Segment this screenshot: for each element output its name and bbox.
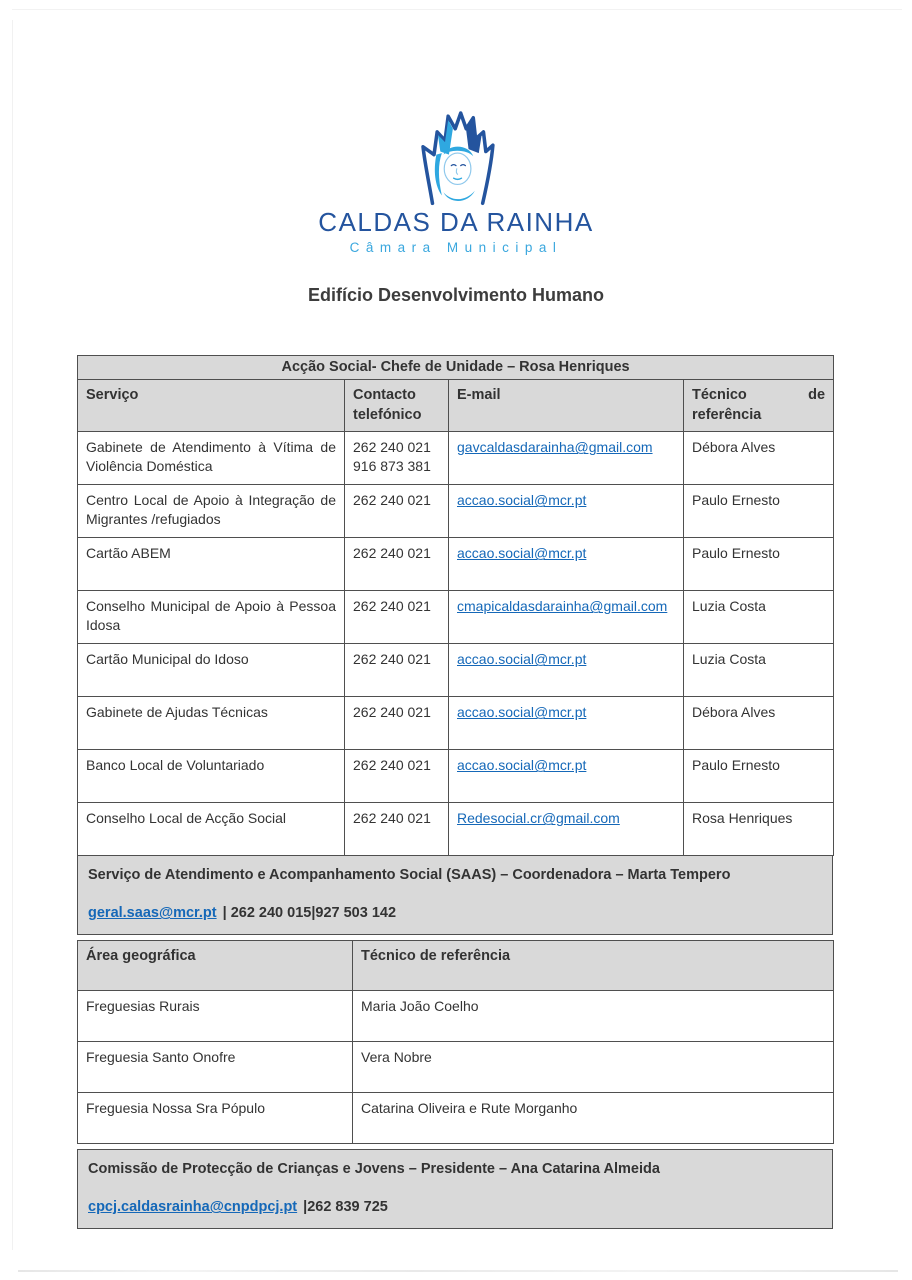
cpcj-phones: |262 839 725 bbox=[303, 1199, 388, 1216]
col-header-servico: Serviço bbox=[78, 380, 345, 432]
tecnico-cell: Débora Alves bbox=[684, 432, 834, 485]
email-link[interactable]: accao.social@mcr.pt bbox=[457, 704, 587, 721]
table-caption-row bbox=[78, 356, 834, 380]
geo-table bbox=[77, 940, 834, 1144]
tecnico-cell: Rosa Henriques bbox=[684, 803, 834, 856]
table-row bbox=[78, 485, 834, 538]
table-row bbox=[78, 1042, 834, 1093]
servico-cell: Banco Local de Voluntariado bbox=[78, 750, 345, 803]
contacto-cell: 262 240 021 bbox=[345, 803, 449, 856]
saas-section bbox=[77, 855, 833, 935]
email-cell bbox=[449, 697, 684, 750]
servico-cell: Cartão ABEM bbox=[78, 538, 345, 591]
logo-subtitle: Câmara Municipal bbox=[349, 240, 563, 256]
contacto-cell: 262 240 021 bbox=[345, 538, 449, 591]
table-row bbox=[78, 432, 834, 485]
saas-phones: | 262 240 015|927 503 142 bbox=[222, 905, 397, 922]
contacto-cell: 262 240 021 bbox=[345, 591, 449, 644]
contacto-cell: 262 240 021 bbox=[345, 485, 449, 538]
email-link[interactable]: accao.social@mcr.pt bbox=[457, 545, 587, 562]
servico-cell: Conselho Local de Acção Social bbox=[78, 803, 345, 856]
email-cell bbox=[449, 485, 684, 538]
table-header-row bbox=[78, 380, 834, 432]
table-caption: Acção Social- Chefe de Unidade – Rosa Henriques bbox=[78, 356, 834, 380]
queen-crown-icon bbox=[406, 106, 506, 208]
email-link[interactable]: Redesocial.cr@gmail.com bbox=[457, 810, 620, 827]
municipality-logo bbox=[0, 106, 912, 255]
col-header-tecnico: Técnico de referência bbox=[684, 380, 834, 432]
scan-edge-top bbox=[12, 9, 902, 10]
contacto-cell: 262 240 021 bbox=[345, 644, 449, 697]
cpcj-title: Comissão de Protecção de Crianças e Jovens – Presidente – Ana Catarina Almeida bbox=[88, 1161, 660, 1178]
table-row bbox=[78, 644, 834, 697]
contacto-cell: 262 240 021 bbox=[345, 697, 449, 750]
saas-email-link[interactable]: geral.saas@mcr.pt bbox=[88, 905, 217, 922]
cpcj-email-link[interactable]: cpcj.caldasrainha@cnpdpcj.pt bbox=[88, 1199, 298, 1216]
tecnico-cell: Vera Nobre bbox=[353, 1042, 834, 1093]
area-cell: Freguesia Santo Onofre bbox=[78, 1042, 353, 1093]
email-link[interactable]: gavcaldasdarainha@gmail.com bbox=[457, 439, 653, 456]
area-cell: Freguesias Rurais bbox=[78, 991, 353, 1042]
contacto-cell: 262 240 021 bbox=[345, 750, 449, 803]
email-cell bbox=[449, 432, 684, 485]
saas-contact bbox=[88, 905, 822, 921]
email-link[interactable]: accao.social@mcr.pt bbox=[457, 651, 587, 668]
tecnico-cell: Débora Alves bbox=[684, 697, 834, 750]
document-title: Edifício Desenvolvimento Humano bbox=[307, 285, 605, 305]
email-cell bbox=[449, 591, 684, 644]
email-link[interactable]: cmapicaldasdarainha@gmail.com bbox=[457, 598, 668, 615]
table-row bbox=[78, 1093, 834, 1144]
servico-cell: Cartão Municipal do Idoso bbox=[78, 644, 345, 697]
email-cell bbox=[449, 750, 684, 803]
servico-cell: Gabinete de Atendimento à Vítima de Violência Doméstica bbox=[78, 432, 345, 485]
table-row bbox=[78, 697, 834, 750]
tecnico-cell: Paulo Ernesto bbox=[684, 485, 834, 538]
area-cell: Freguesia Nossa Sra Pópulo bbox=[78, 1093, 353, 1144]
cpcj-section bbox=[77, 1149, 833, 1229]
email-cell bbox=[449, 644, 684, 697]
table-row bbox=[78, 991, 834, 1042]
cpcj-contact bbox=[88, 1199, 822, 1215]
col-header-tecnico: Técnico de referência bbox=[353, 941, 834, 991]
tecnico-cell: Maria João Coelho bbox=[353, 991, 834, 1042]
tecnico-cell: Luzia Costa bbox=[684, 644, 834, 697]
email-link[interactable]: accao.social@mcr.pt bbox=[457, 757, 587, 774]
table-row bbox=[78, 591, 834, 644]
servico-cell: Gabinete de Ajudas Técnicas bbox=[78, 697, 345, 750]
tecnico-cell: Luzia Costa bbox=[684, 591, 834, 644]
tecnico-cell: Paulo Ernesto bbox=[684, 750, 834, 803]
saas-title: Serviço de Atendimento e Acompanhamento Social (SAAS) – Coordenadora – Marta Tempero bbox=[88, 867, 731, 884]
acao-social-table bbox=[77, 355, 834, 856]
table-row bbox=[78, 538, 834, 591]
contacto-cell bbox=[345, 432, 449, 485]
scan-artifact-bottom bbox=[18, 1270, 898, 1272]
phone-line: 262 240 021 bbox=[353, 439, 431, 456]
col-header-area: Área geográfica bbox=[78, 941, 353, 991]
table-header-row bbox=[78, 941, 834, 991]
document-content bbox=[77, 355, 833, 1229]
col-header-email: E-mail bbox=[449, 380, 684, 432]
servico-cell: Centro Local de Apoio à Integração de Migrantes /refugiados bbox=[78, 485, 345, 538]
table-row bbox=[78, 750, 834, 803]
tecnico-cell: Paulo Ernesto bbox=[684, 538, 834, 591]
col-header-contacto: Contacto telefónico bbox=[345, 380, 449, 432]
email-cell bbox=[449, 538, 684, 591]
phone-line-2: 916 873 381 bbox=[353, 458, 431, 475]
servico-cell: Conselho Municipal de Apoio à Pessoa Idosa bbox=[78, 591, 345, 644]
email-cell bbox=[449, 803, 684, 856]
table-row bbox=[78, 803, 834, 856]
logo-title: CALDAS DA RAINHA bbox=[318, 207, 594, 237]
tecnico-cell: Catarina Oliveira e Rute Morganho bbox=[353, 1093, 834, 1144]
email-link[interactable]: accao.social@mcr.pt bbox=[457, 492, 587, 509]
